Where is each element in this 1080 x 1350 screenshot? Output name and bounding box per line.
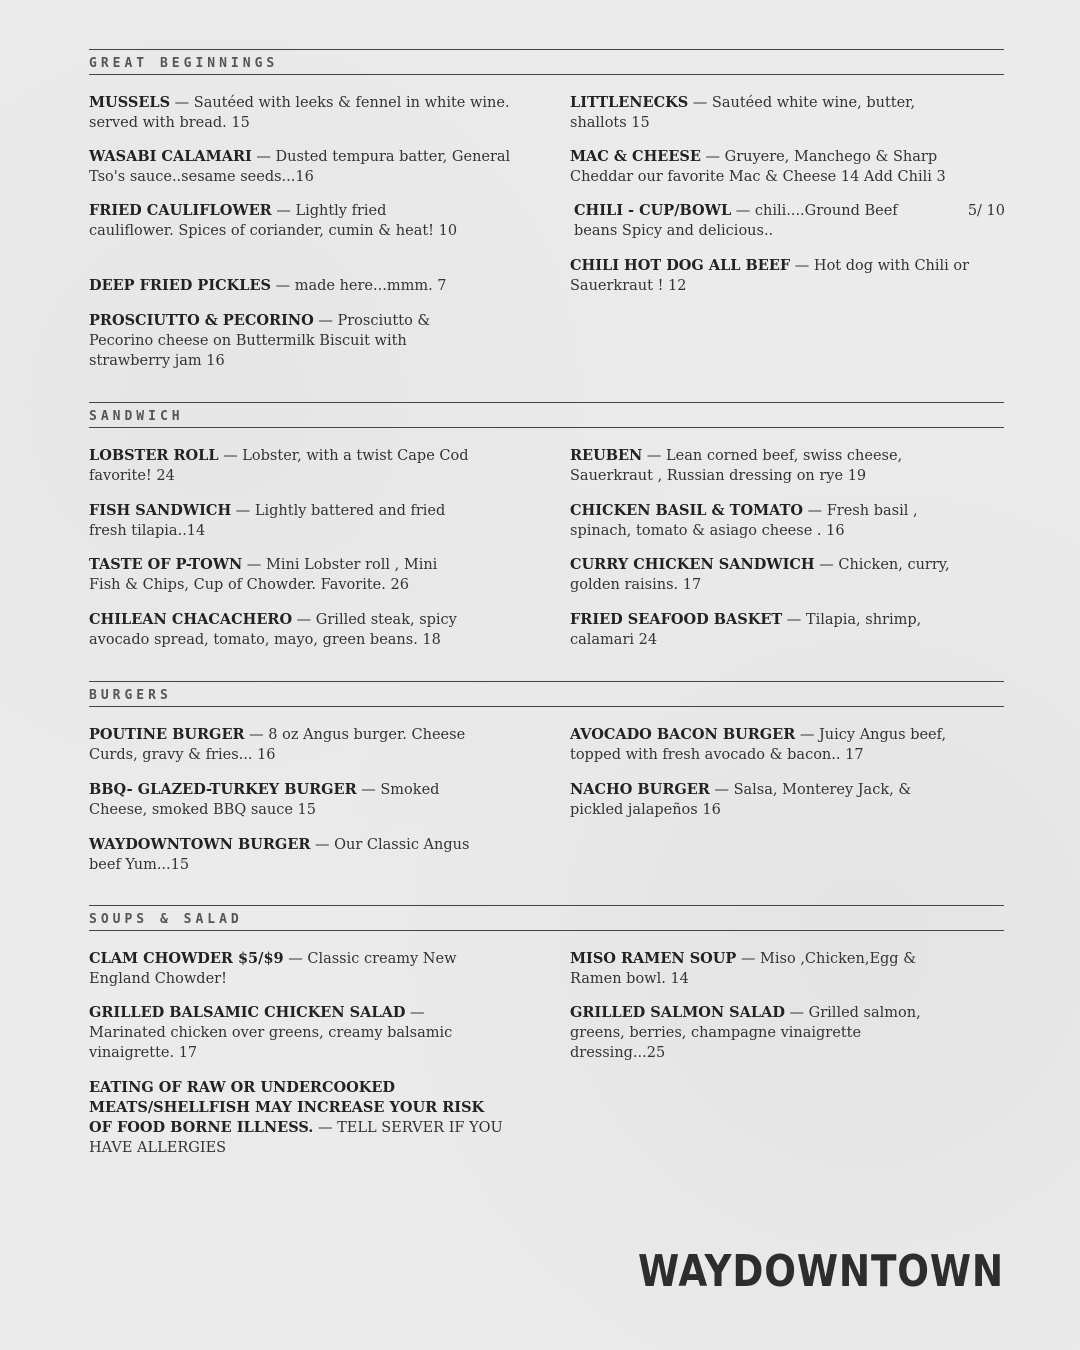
menu-item — [570, 147, 980, 187]
menu-item — [89, 311, 449, 371]
menu-item — [89, 780, 449, 820]
menu-item — [570, 256, 980, 296]
item-description: — Prosciutto & Pecorino cheese on Buttermilk Biscuit with strawberry jam 16 — [89, 313, 431, 369]
item-description: — Lightly battered and fried fresh tilapia..14 — [89, 503, 446, 539]
item-description: — Mini Lobster roll , Mini Fish & Chips, Cup of Chowder. Favorite. 26 — [89, 557, 438, 593]
item-name: GRILLED BALSAMIC CHICKEN SALAD — [89, 1004, 406, 1021]
item-name: TASTE OF P-TOWN — [89, 556, 243, 573]
waydowntown-logo — [638, 1244, 1006, 1297]
menu-item — [89, 835, 489, 875]
menu-item — [570, 501, 940, 541]
section-sandwich — [89, 402, 1004, 662]
item-name: FISH SANDWICH — [89, 502, 232, 519]
item-name: GRILLED SALMON SALAD — [570, 1004, 785, 1021]
menu-item — [89, 725, 479, 765]
menu-item — [570, 555, 970, 595]
item-description: — Grilled steak, spicy avocado spread, tomato, mayo, green beans. 18 — [89, 612, 457, 648]
item-name: FRIED CAULIFLOWER — [89, 202, 272, 219]
menu-item — [89, 501, 464, 541]
menu-item — [570, 201, 919, 241]
section-title: SANDWICH — [89, 409, 184, 424]
menu-item — [570, 1003, 930, 1063]
item-name: MISO RAMEN SOUP — [570, 950, 737, 967]
item-name: CHILI - CUP/BOWL — [574, 202, 732, 219]
menu-item — [570, 725, 960, 765]
item-description: — Lobster, with a twist Cape Cod favorite! 24 — [89, 448, 469, 484]
item-description: — Sautéed with leeks & fennel in white wine. served with bread. 15 — [89, 95, 510, 131]
item-name: AVOCADO BACON BURGER — [570, 726, 796, 743]
item-name: LOBSTER ROLL — [89, 447, 219, 464]
item-description: — Fresh basil , spinach, tomato & asiago cheese . 16 — [570, 503, 918, 539]
item-name: REUBEN — [570, 447, 643, 464]
section-rule-top — [89, 681, 1004, 682]
item-name: WAYDOWNTOWN BURGER — [89, 836, 311, 853]
item-name: BBQ- GLAZED-TURKEY BURGER — [89, 781, 357, 798]
item-description: — Tilapia, shrimp, calamari 24 — [570, 612, 922, 648]
menu-item — [89, 446, 489, 486]
section-rule-bottom — [89, 74, 1004, 75]
item-name: LITTLENECKS — [570, 94, 689, 111]
item-description: — Salsa, Monterey Jack, & pickled jalapeños 16 — [570, 782, 912, 818]
item-name: CHILI HOT DOG ALL BEEF — [570, 257, 791, 274]
menu-item — [570, 610, 940, 650]
item-description: — Dusted tempura batter, General Tso's sauce..sesame seeds...16 — [89, 149, 511, 185]
section-title: GREAT BEGINNINGS — [89, 56, 279, 71]
item-description: — Grilled salmon, greens, berries, champagne vinaigrette dressing...25 — [570, 1005, 921, 1061]
item-name: MUSSELS — [89, 94, 171, 111]
item-name: CLAM CHOWDER $5/$9 — [89, 950, 284, 967]
section-great-beginnings — [89, 49, 1004, 379]
item-description: — Smoked Cheese, smoked BBQ sauce 15 — [89, 782, 440, 818]
allergy-warning — [89, 1078, 509, 1158]
warning-bold-text: EATING OF RAW OR UNDERCOOKED MEATS/SHELLFISH MAY INCREASE YOUR RISK OF FOOD BORNE ILLNESS. — [89, 1079, 485, 1136]
item-description: — Gruyere, Manchego & Sharp Cheddar our favorite Mac & Cheese 14 Add Chili 3 — [570, 149, 946, 185]
logo-text: WAYDOWNTOWN — [638, 1246, 1004, 1297]
warning-text: — TELL SERVER IF YOU HAVE ALLERGIES — [89, 1120, 503, 1156]
item-name: CHICKEN BASIL & TOMATO — [570, 502, 804, 519]
item-description: — Juicy Angus beef, topped with fresh avocado & bacon.. 17 — [570, 727, 947, 763]
menu-item — [570, 93, 970, 133]
menu-item — [89, 610, 489, 650]
item-description: — Chicken, curry, golden raisins. 17 — [570, 557, 950, 593]
item-name: MAC & CHEESE — [570, 148, 701, 165]
section-title: BURGERS — [89, 688, 172, 703]
item-description: — Hot dog with Chili or Sauerkraut ! 12 — [570, 258, 970, 294]
item-name: PROSCIUTTO & PECORINO — [89, 312, 314, 329]
item-description: — chili....Ground Beef beans Spicy and delicious.. — [574, 203, 898, 239]
item-description: — made here...mmm. 7 — [270, 278, 447, 294]
item-description: — Our Classic Angus beef Yum...15 — [89, 837, 470, 873]
item-description: — Sautéed white wine, butter, shallots 15 — [570, 95, 916, 131]
item-name: NACHO BURGER — [570, 781, 710, 798]
section-rule-top — [89, 49, 1004, 50]
menu-item — [89, 276, 519, 296]
menu-item — [89, 147, 519, 187]
item-description: — Miso ,Chicken,Egg & Ramen bowl. 14 — [570, 951, 917, 987]
item-description: — Marinated chicken over greens, creamy balsamic vinaigrette. 17 — [89, 1005, 453, 1061]
menu-item — [570, 446, 930, 486]
item-name: DEEP FRIED PICKLES — [89, 277, 271, 294]
item-name: POUTINE BURGER — [89, 726, 245, 743]
item-name: FRIED SEAFOOD BASKET — [570, 611, 783, 628]
item-description: — Lean corned beef, swiss cheese, Sauerkraut , Russian dressing on rye 19 — [570, 448, 903, 484]
menu-item — [89, 1003, 489, 1063]
menu-item — [89, 93, 519, 133]
item-name: CURRY CHICKEN SANDWICH — [570, 556, 815, 573]
section-soups-salad — [89, 905, 1004, 1075]
section-title: SOUPS & SALAD — [89, 912, 243, 927]
item-description: — Classic creamy New England Chowder! — [89, 951, 457, 987]
menu-item — [570, 949, 930, 989]
item-description: — Lightly fried cauliflower. Spices of coriander, cumin & heat! 10 — [89, 203, 458, 239]
item-name: WASABI CALAMARI — [89, 148, 252, 165]
menu-item — [570, 780, 930, 820]
menu-item — [89, 555, 464, 595]
item-price: 5/ 10 — [967, 203, 1005, 219]
menu-item — [89, 949, 469, 989]
item-name: CHILEAN CHACACHERO — [89, 611, 293, 628]
section-rule-bottom — [89, 427, 1004, 428]
menu-item — [89, 201, 469, 241]
section-rule-top — [89, 905, 1004, 906]
section-rule-bottom — [89, 930, 1004, 931]
section-rule-top — [89, 402, 1004, 403]
item-description: — 8 oz Angus burger. Cheese Curds, gravy & fries... 16 — [89, 727, 466, 763]
section-rule-bottom — [89, 706, 1004, 707]
section-burgers — [89, 681, 1004, 881]
